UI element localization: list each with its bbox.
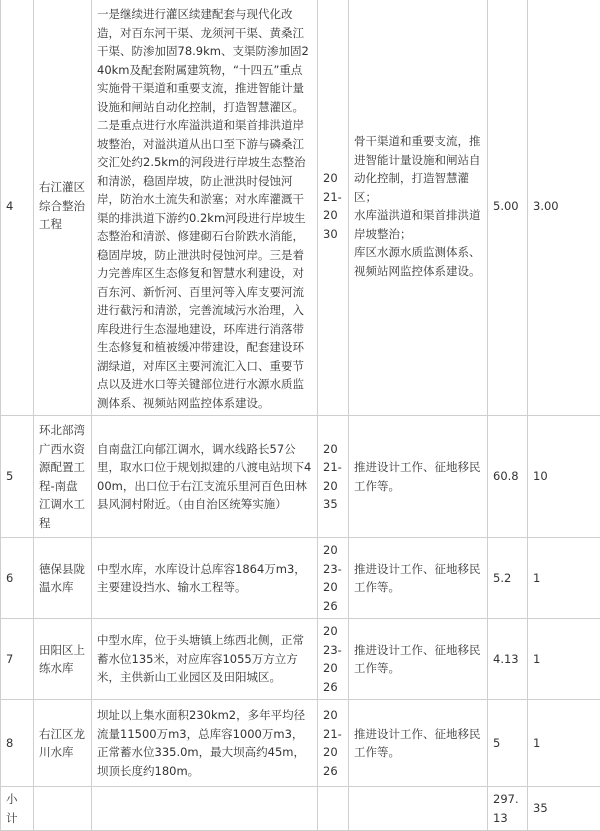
annual-measures: 推进设计工作、征地移民工作等。: [349, 619, 488, 700]
construction-content: 坝址以上集水面积230km2，多年平均径流量11500万m3，总库容1000万m3，正常蓄水位335.0m，最大坝高约45m，坝顶长度约180m。: [92, 700, 318, 787]
subtotal-total-investment: 297.13: [488, 787, 528, 831]
total-investment: 5: [488, 700, 528, 787]
construction-content: 中型水库，水库设计总库容1864万m3，主要建设挡水、输水工程等。: [92, 538, 318, 619]
project-name: 田阳区上练水库: [34, 619, 92, 700]
construction-content: 一是继续进行灌区续建配套与现代化改造，对百东河干渠、龙须河干渠、黄桑江干渠、防渗加固78.9km、支渠防渗加固240km及配套附属建筑物，“十四五”重点实施骨干渠道和重要支流，推进智能计量设施和闸站自动化控制，打造智慧灌区。二是重点进行水库溢洪道和渠首排洪道岸坡整治，对溢洪道从出口至下游与磷桑江交汇处约2.5km的河段进行岸坡生态整治和清淤，稳固岸坡，防止泄洪时侵蚀河岸，防治水土流失和淤塞；对水库灌溉干渠的排洪道下游约0.2km河段进行岸坡生态整治和清淤、修建砌石台阶跌水消能，稳固岸坡，防止泄洪时侵蚀河岸。三是着力完善库区生态修复和智慧水利建设，对百东河、新忻河、百里河等入库支要河流进行截污和清淤，完善流域污水治理，入库段进行生态湿地建设，环库进行消落带生态修复和植被缓冲带建设，配套建设环湖绿道，对库区主要河流汇入口、重要节点以及进水口等关键部位进行水源水质监测体系、视频站网监控体系建设。: [92, 0, 318, 416]
total-investment: 5.00: [488, 0, 528, 416]
construction-period: 2021-2030: [318, 0, 349, 416]
construction-period: 2023-2026: [318, 538, 349, 619]
annual-measures: 推进设计工作、征地移民工作等。: [349, 416, 488, 538]
construction-content: 自南盘江向郁江调水，调水线路长57公里，取水口位于规划拟建的八渡电站坝下400m，出口位于右江支流乐里河百色田林县风洞村附近。（由自治区统筹实施）: [92, 416, 318, 538]
project-name: 德保县陇温水库: [34, 538, 92, 619]
empty-cell: [34, 787, 92, 831]
total-investment: 5.2: [488, 538, 528, 619]
row-number: 7: [1, 619, 34, 700]
row-number: 5: [1, 416, 34, 538]
project-name: 右江灌区综合整治工程: [34, 0, 92, 416]
planned-investment: 1: [528, 700, 600, 787]
row-number: 4: [1, 0, 34, 416]
annual-measures: 推进设计工作、征地移民工作等。: [349, 538, 488, 619]
construction-period: 2021-2026: [318, 700, 349, 787]
construction-content: 中型水库，位于头塘镇上练西北侧，正常蓄水位135米，对应库容1055万方立方米，主供新山工业园区及田阳城区。: [92, 619, 318, 700]
table-row: [1, 0, 600, 416]
project-name: 环北部湾广西水资源配置工程-南盘江调水工程: [34, 416, 92, 538]
empty-cell: [349, 787, 488, 831]
subtotal-planned-investment: 35: [528, 787, 600, 831]
construction-period: 2023-2026: [318, 619, 349, 700]
table-row: [1, 619, 600, 700]
planned-investment: 10: [528, 416, 600, 538]
table-row: [1, 700, 600, 787]
table-row: [1, 538, 600, 619]
project-name: 右江区龙川水库: [34, 700, 92, 787]
planned-investment: 3.00: [528, 0, 600, 416]
row-number: 8: [1, 700, 34, 787]
construction-period: 2021-2035: [318, 416, 349, 538]
total-investment: 4.13: [488, 619, 528, 700]
row-number: 6: [1, 538, 34, 619]
subtotal-label: 小计: [1, 787, 34, 831]
annual-measures: 推进设计工作、征地移民工作等。: [349, 700, 488, 787]
planned-investment: 1: [528, 538, 600, 619]
table-row: [1, 416, 600, 538]
annual-measures: 骨干渠道和重要支流，推进智能计量设施和闸站自动化控制，打造智慧灌区； 水库溢洪道和渠首排洪道岸坡整治； 库区水源水质监测体系、视频站网监控体系建设。: [349, 0, 488, 416]
empty-cell: [318, 787, 349, 831]
subtotal-row: [1, 787, 600, 831]
total-investment: 60.8: [488, 416, 528, 538]
empty-cell: [92, 787, 318, 831]
planned-investment: 1: [528, 619, 600, 700]
